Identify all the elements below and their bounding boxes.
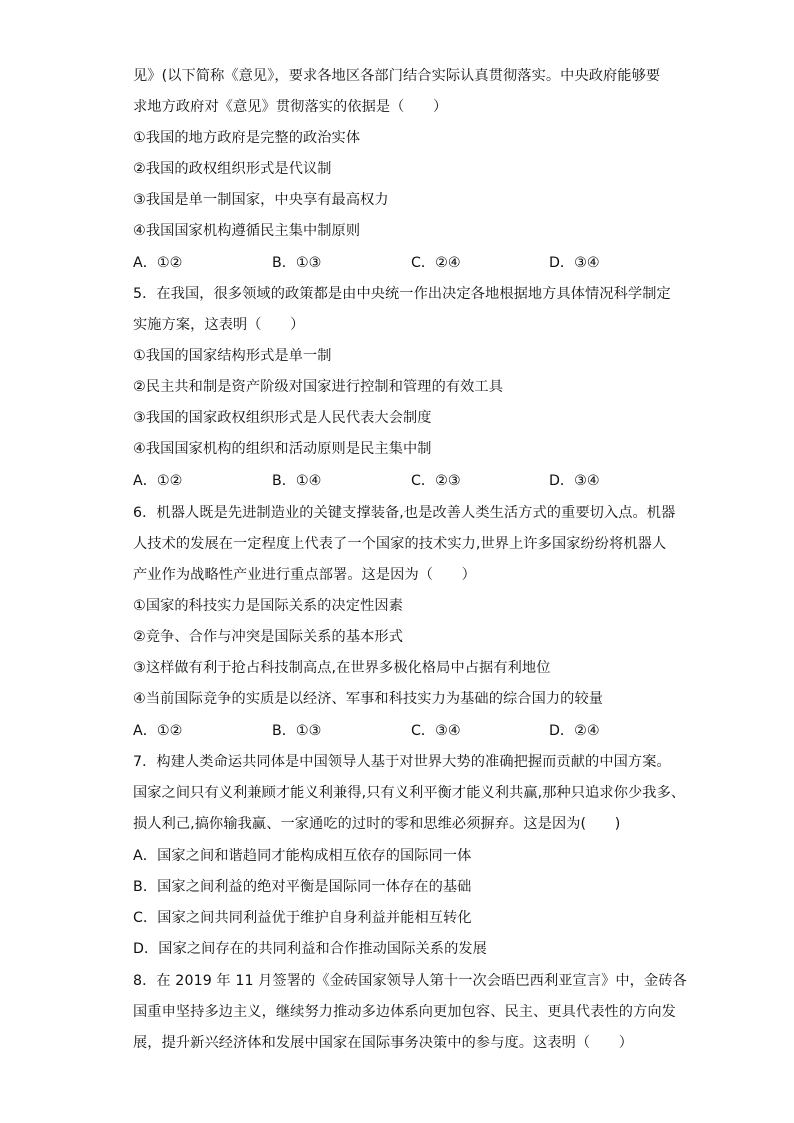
q6-options (133, 721, 663, 741)
q6-option-b: B．①③ (272, 723, 322, 739)
q5-option-a: A．①② (133, 473, 183, 489)
q6-stem-line-1: 6．机器人既是先进制造业的关键支撑装备,也是改善人类生活方式的重要切入点。机器 (133, 505, 676, 521)
q4-option-c: C．②④ (411, 255, 461, 271)
q6-statement-1: ①国家的科技实力是国际关系的决定性因素 (133, 598, 403, 614)
q6-statement-2: ②竞争、合作与冲突是国际关系的基本形式 (133, 629, 403, 645)
q7-stem-line-3: 损人利己,搞你输我赢、一家通吃的过时的零和思维必须摒弃。这是因为( ) (133, 816, 621, 832)
q6-statement-4: ④当前国际竞争的实质是以经济、军事和科技实力为基础的综合国力的较量 (133, 691, 604, 707)
q4-option-a: A．①② (133, 255, 183, 271)
q7-choice-b: B．国家之间利益的绝对平衡是国际同一体存在的基础 (133, 879, 472, 895)
q5-options (133, 471, 663, 491)
q7-stem-line-2: 国家之间只有义利兼顾才能义利兼得,只有义利平衡才能义利共赢,那种只追求你少我多、 (133, 785, 686, 801)
q6-option-c: C．③④ (411, 723, 461, 739)
q8-stem-line-2: 国重申坚持多边主义，继续努力推动多边体系向更加包容、民主、更具代表性的方向发 (133, 1004, 676, 1020)
q4-statement-2: ②我国的政权组织形式是代议制 (133, 161, 332, 177)
q8-stem-line-3: 展，提升新兴经济体和发展中国家在国际事务决策中的参与度。这表明（ ） (133, 1035, 634, 1051)
q7-choice-c: C．国家之间共同利益优于维护自身利益并能相互转化 (133, 910, 472, 926)
q4-option-b: B．①③ (272, 255, 322, 271)
q4-option-d: D．③④ (549, 255, 600, 271)
q6-statement-3: ③这样做有利于抢占科技制高点,在世界多极化格局中占据有利地位 (133, 660, 551, 676)
q4-statement-4: ④我国国家机构遵循民主集中制原则 (133, 223, 361, 239)
q7-choice-a: A．国家之间和谐趋同才能构成相互依存的国际同一体 (133, 848, 472, 864)
q6-option-a: A．①② (133, 723, 183, 739)
q7-stem-line-1: 7．构建人类命运共同体是中国领导人基于对世界大势的准确把握而贡献的中国方案。 (133, 754, 671, 770)
q6-option-d: D．②④ (549, 723, 600, 739)
q5-option-d: D．③④ (549, 473, 600, 489)
q5-option-b: B．①④ (272, 473, 322, 489)
q4-statement-3: ③我国是单一制国家，中央享有最高权力 (133, 192, 389, 208)
q5-stem-line-2: 实施方案，这表明（ ） (133, 317, 305, 333)
q6-stem-line-2: 人技术的发展在一定程度上代表了一个国家的技术实力,世界上许多国家纷纷将机器人 (133, 536, 667, 552)
q4-statement-1: ①我国的地方政府是完整的政治实体 (133, 130, 361, 146)
q5-statement-3: ③我国的国家政权组织形式是人民代表大会制度 (133, 410, 432, 426)
q4-stem-line-2: 求地方政府对《意见》贯彻落实的依据是（ ） (133, 99, 448, 115)
q6-stem-line-3: 产业作为战略性产业进行重点部署。这是因为（ ） (133, 567, 476, 583)
q4-options (133, 253, 663, 273)
q5-option-c: C．②③ (411, 473, 461, 489)
q7-choice-d: D．国家之间存在的共同利益和合作推动国际关系的发展 (133, 941, 487, 957)
q5-statement-4: ④我国国家机构的组织和活动原则是民主集中制 (133, 441, 432, 457)
q8-stem-line-1: 8．在 2019 年 11 月签署的《金砖国家领导人第十一次会晤巴西利亚宣言》中，金砖各 (133, 973, 687, 989)
q5-statement-2: ②民主共和制是资产阶级对国家进行控制和管理的有效工具 (133, 379, 504, 395)
q5-stem-line-1: 5．在我国，很多领域的政策都是由中央统一作出决定各地根据地方具体情况科学制定 (133, 286, 671, 302)
q4-stem-line-1: 见》(以下简称《意见》，要求各地区各部门结合实际认真贯彻落实。中央政府能够要 (133, 68, 661, 84)
q5-statement-1: ①我国的国家结构形式是单一制 (133, 348, 332, 364)
